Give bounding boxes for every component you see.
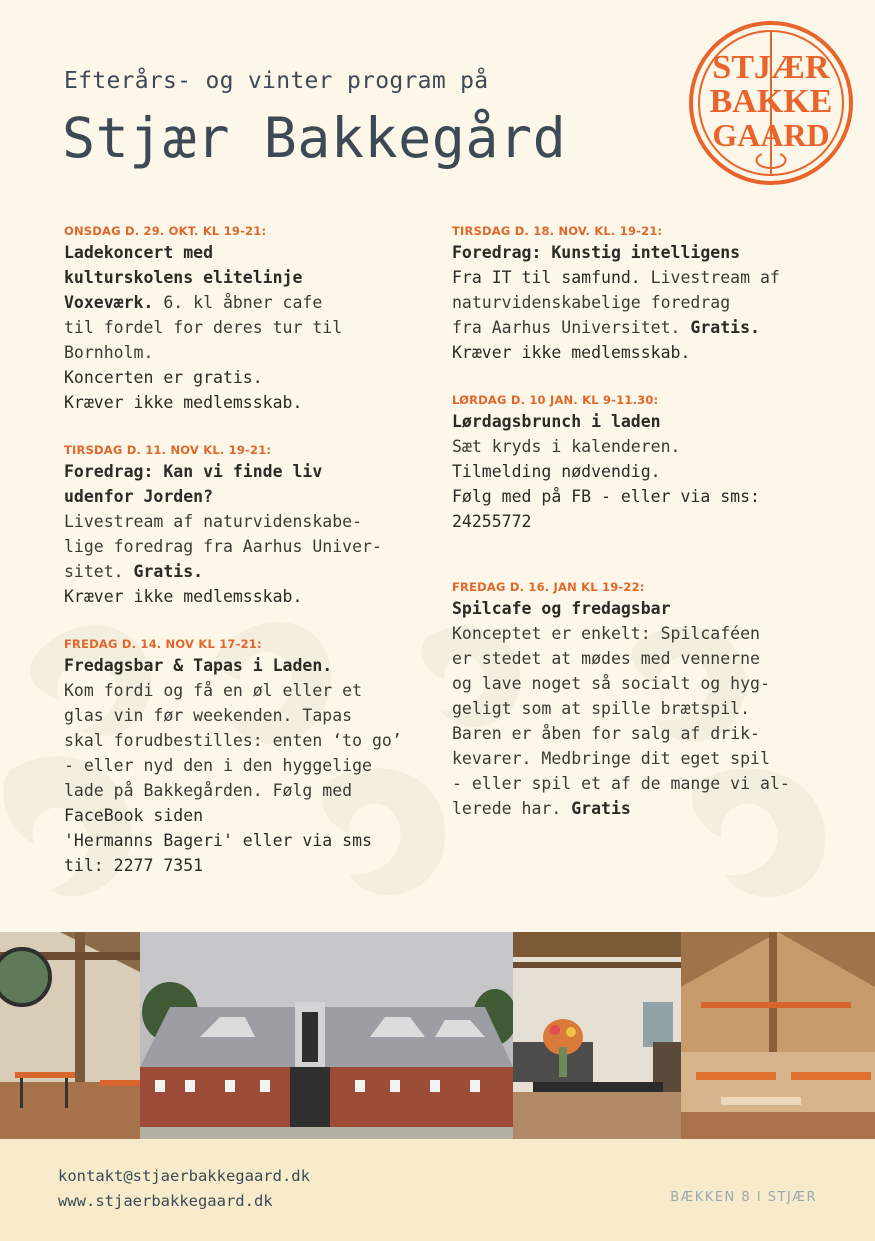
- event-body: [452, 240, 812, 365]
- event-title: Ladekoncert med: [64, 243, 214, 262]
- event-text: er stedet at mødes med vennerne: [452, 649, 760, 668]
- event-text: Baren er åben for salg af drik-: [452, 724, 760, 743]
- event-text: lige foredrag fra Aarhus Univer-: [64, 537, 382, 556]
- event-title: Fredagsbar & Tapas i Laden.: [64, 656, 333, 675]
- events-right-column: [452, 222, 812, 847]
- event-text: Bornholm.: [64, 343, 154, 362]
- contact-info: [58, 1164, 310, 1214]
- event-text: Kom fordi og få en øl eller et: [64, 681, 363, 700]
- event-note: 24255772: [452, 512, 532, 531]
- event-text-inline: Livestream af: [640, 268, 780, 287]
- stjaer-bakkegaard-logo: [686, 18, 856, 188]
- event-date: TIRSDAG D. 11. NOV KL. 19-21:: [64, 443, 272, 457]
- event-body: [64, 240, 424, 415]
- event-title: udenfor Jorden?: [64, 487, 214, 506]
- address: BÆKKEN 8 I STJÆR: [670, 1190, 817, 1205]
- page-title: Stjær Bakkegård: [62, 106, 567, 170]
- event-note: Følg med på FB - eller via sms:: [452, 487, 760, 506]
- event-title: Foredrag: Kunstig intelligens: [452, 243, 741, 262]
- event-note: Koncerten er gratis.: [64, 368, 263, 387]
- event-text: og lave noget så socialt og hyg-: [452, 674, 770, 693]
- event-foredrag-liv: [64, 441, 424, 609]
- event-price: Gratis.: [690, 318, 760, 337]
- event-title-inline: Voxeværk.: [64, 293, 154, 312]
- event-text-inline: fra Aarhus Universitet.: [452, 318, 691, 337]
- event-subtitle: Fra IT til samfund.: [452, 268, 641, 287]
- event-text: Livestream af naturvidenskabe-: [64, 512, 363, 531]
- event-text: til fordel for deres tur til: [64, 318, 343, 337]
- event-note: Tilmelding nødvendig.: [452, 462, 661, 481]
- event-text: [64, 290, 424, 315]
- event-text: Sæt kryds i kalenderen.: [452, 437, 681, 456]
- svg-text:BAKKE: BAKKE: [709, 83, 833, 120]
- event-text: glas vin før weekenden. Tapas: [64, 706, 353, 725]
- event-note: 'Hermanns Bageri' eller via sms: [64, 831, 372, 850]
- event-spilcafe: [452, 578, 812, 821]
- page-subtitle: Efterårs- og vinter program på: [64, 68, 489, 94]
- event-text: - eller nyd den i den hyggelige: [64, 756, 372, 775]
- event-text-inline: lerede har.: [452, 799, 572, 818]
- event-text: geligt som at spille brætspil.: [452, 699, 751, 718]
- cafe-interior-photo: [513, 932, 681, 1139]
- svg-text:GAARD: GAARD: [712, 117, 830, 153]
- event-date: LØRDAG D. 10 JAN. KL 9-11.30:: [452, 393, 659, 407]
- event-date: ONSDAG D. 29. OKT. KL 19-21:: [64, 224, 267, 238]
- event-date: TIRSDAG D. 18. NOV. KL. 19-21:: [452, 224, 663, 238]
- website-link[interactable]: www.stjaerbakkegaard.dk: [58, 1192, 273, 1210]
- event-text: lade på Bakkegården. Følg med: [64, 781, 353, 800]
- event-price: Gratis: [571, 799, 631, 818]
- event-title: Foredrag: Kan vi finde liv: [64, 462, 323, 481]
- event-foredrag-ai: [452, 222, 812, 365]
- event-text-inline: sitet.: [64, 562, 134, 581]
- event-body: [64, 653, 424, 878]
- event-text: [452, 315, 812, 340]
- event-text: skal forudbestilles: enten ‘to go’: [64, 731, 402, 750]
- email-link[interactable]: kontakt@stjaerbakkegaard.dk: [58, 1167, 310, 1185]
- event-note: til: 2277 7351: [64, 856, 204, 875]
- event-date: FREDAG D. 16. JAN KL 19-22:: [452, 580, 645, 594]
- hall-interior-photo: [681, 932, 875, 1139]
- event-ladekoncert: [64, 222, 424, 415]
- event-text: kevarer. Medbringe dit eget spil: [452, 749, 770, 768]
- event-body: [452, 409, 812, 534]
- event-price: Gratis.: [133, 562, 204, 581]
- event-text: [64, 559, 424, 584]
- event-lordagsbrunch: [452, 391, 812, 534]
- interior-photo-window: [0, 932, 140, 1139]
- event-text-inline: 6. kl åbner cafe: [153, 293, 323, 312]
- barn-exterior-photo: [140, 932, 513, 1139]
- event-date: FREDAG D. 14. NOV KL 17-21:: [64, 637, 262, 651]
- event-note: Kræver ikke medlemsskab.: [64, 393, 303, 412]
- event-note: FaceBook siden: [64, 806, 204, 825]
- event-note: Kræver ikke medlemsskab.: [64, 587, 303, 606]
- event-text: [452, 265, 812, 290]
- event-title: Spilcafe og fredagsbar: [452, 599, 671, 618]
- event-body: [64, 459, 424, 609]
- event-title: Lørdagsbrunch i laden: [452, 412, 661, 431]
- event-text: naturvidenskabelige foredrag: [452, 293, 731, 312]
- svg-text:STJÆR: STJÆR: [712, 49, 830, 86]
- events-left-column: [64, 222, 424, 904]
- event-text: - eller spil et af de mange vi al-: [452, 774, 790, 793]
- event-text: [452, 796, 812, 821]
- event-text: Konceptet er enkelt: Spilcaféen: [452, 624, 760, 643]
- event-fredagsbar-tapas: [64, 635, 424, 878]
- event-note: Kræver ikke medlemsskab.: [452, 343, 691, 362]
- event-body: [452, 596, 812, 821]
- photo-strip: [0, 932, 875, 1139]
- event-title: kulturskolens elitelinje: [64, 268, 303, 287]
